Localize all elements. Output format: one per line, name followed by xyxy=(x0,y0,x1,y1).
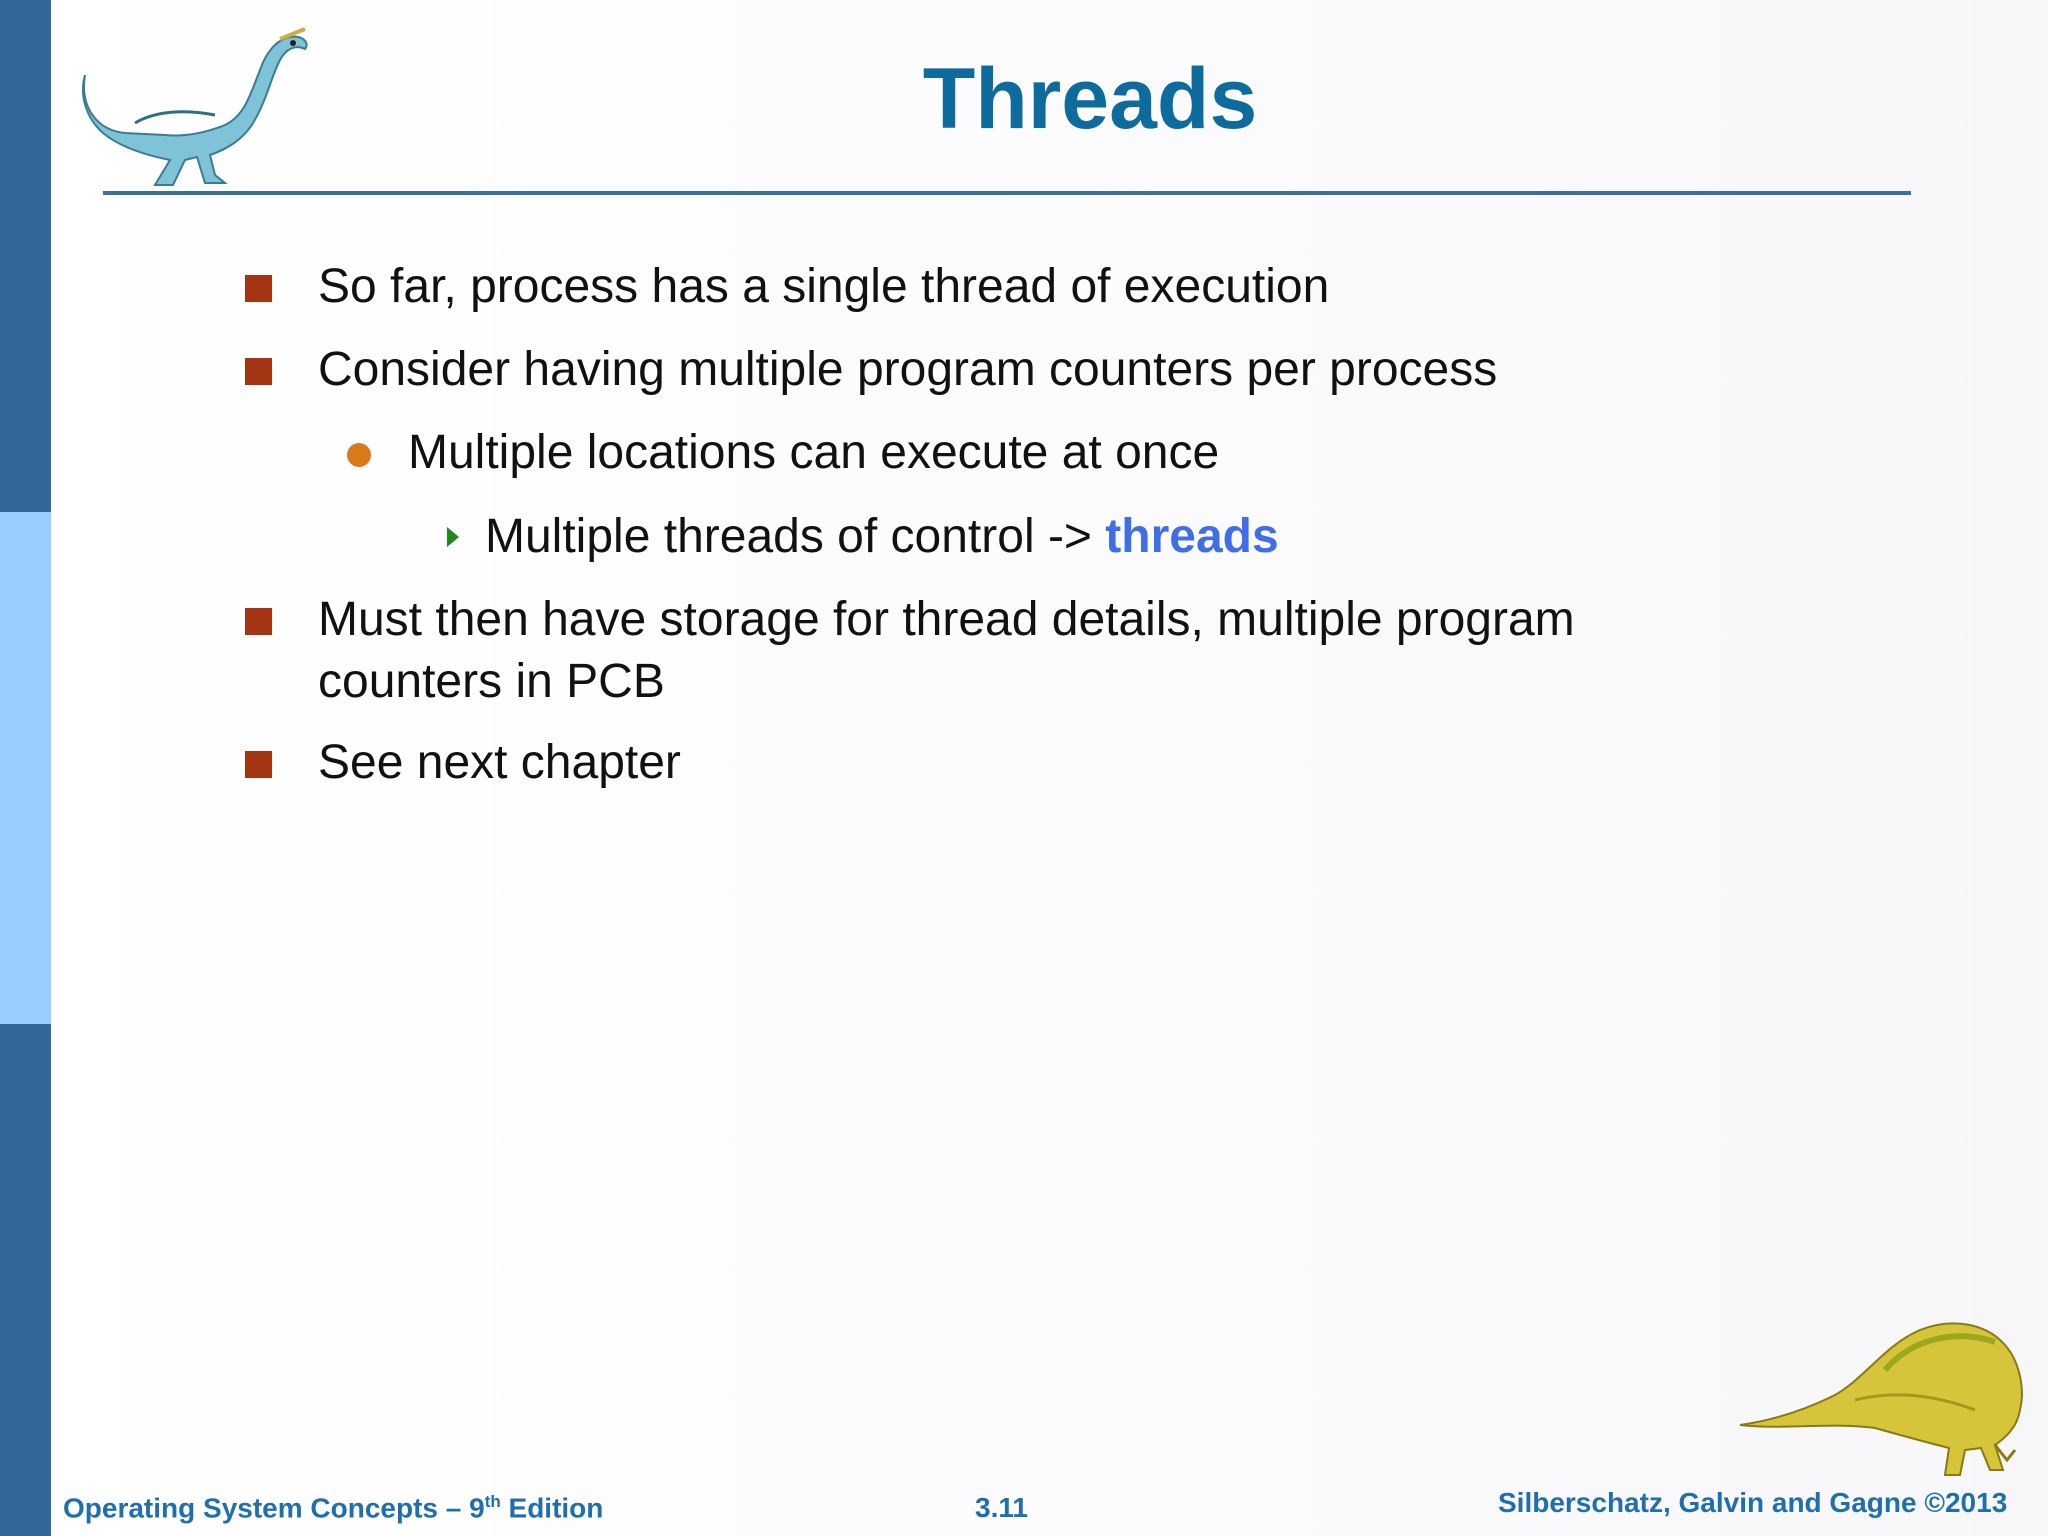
square-bullet-icon xyxy=(245,275,272,302)
bullet-text: See next chapter xyxy=(318,736,681,789)
bullet-text: So far, process has a single thread of execution xyxy=(318,260,1330,313)
sidebar-band xyxy=(0,0,51,1536)
bullet-text-continuation: counters in PCB xyxy=(318,655,665,708)
footer-book-suffix: Edition xyxy=(500,1492,604,1524)
bullet-text: Must then have storage for thread details, multiple program xyxy=(318,593,1575,646)
bullet-text: Consider having multiple program counters per process xyxy=(318,343,1498,396)
circle-bullet-icon xyxy=(347,443,371,467)
slide-title: Threads xyxy=(922,51,1258,147)
bullet-text-prefix: Multiple threads of control -> xyxy=(485,510,1106,563)
square-bullet-icon xyxy=(245,358,272,385)
sidebar-segment-top xyxy=(0,0,51,512)
square-bullet-icon xyxy=(245,608,272,635)
highlight-term: threads xyxy=(1105,510,1279,563)
dinosaur-icon xyxy=(1735,1310,2035,1480)
dinosaur-icon xyxy=(75,15,315,190)
footer-book-prefix: Operating System Concepts – 9 xyxy=(63,1492,485,1524)
title-divider xyxy=(103,191,1911,195)
sidebar-segment-middle xyxy=(0,512,51,1024)
square-bullet-icon xyxy=(245,751,272,778)
footer-page-number: 3.11 xyxy=(975,1492,1028,1523)
sub-sub-bullet-text xyxy=(485,506,1279,568)
footer-book-title xyxy=(63,1492,603,1524)
footer-book-sup: th xyxy=(484,1492,501,1511)
footer-authors: Silberschatz, Galvin and Gagne ©2013 xyxy=(1498,1487,2008,1518)
sub-bullet-text: Multiple locations can execute at once xyxy=(408,426,1220,479)
triangle-bullet-icon xyxy=(447,527,459,547)
sidebar-segment-bottom xyxy=(0,1024,51,1536)
